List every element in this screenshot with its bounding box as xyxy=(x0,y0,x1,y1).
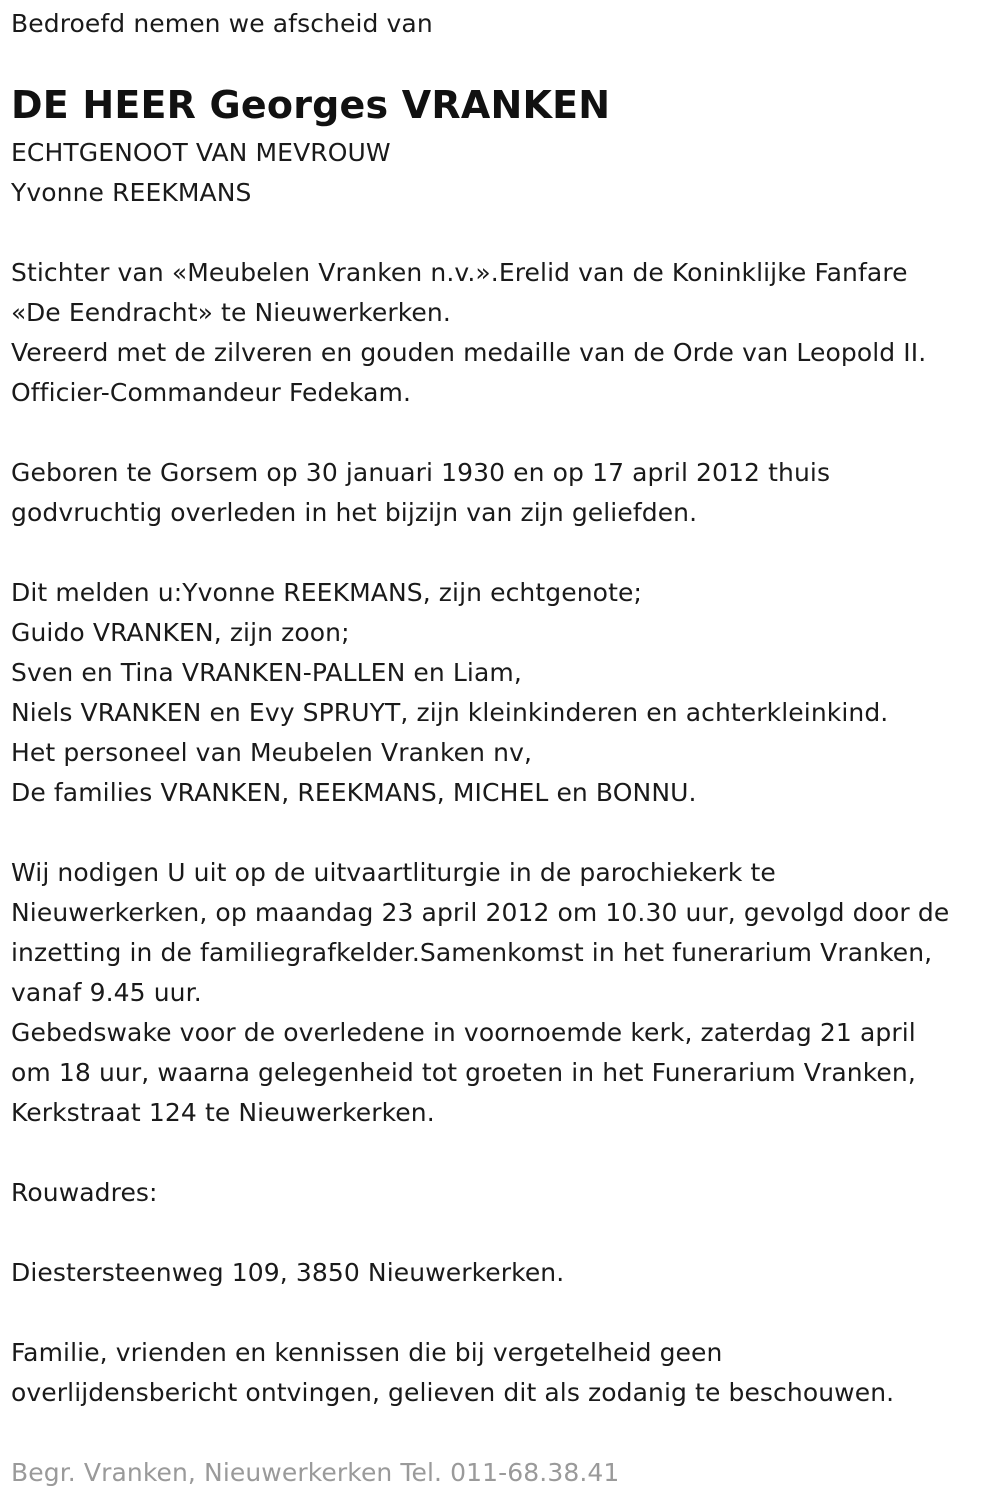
undertaker-footer: Begr. Vranken, Nieuwerkerken Tel. 011-68.38.41 xyxy=(11,1458,620,1487)
family-line: Het personeel van Meubelen Vranken nv, xyxy=(11,738,533,767)
biography-section xyxy=(11,253,926,413)
closing-section xyxy=(11,1333,894,1413)
closing-line: overlijdensbericht ontvingen, gelieven dit als zodanig te beschouwen. xyxy=(11,1378,895,1407)
birth-death-line: godvruchtig overleden in het bijzijn van zijn geliefden. xyxy=(11,498,698,527)
service-line: om 18 uur, waarna gelegenheid tot groeten in het Funerarium Vranken, xyxy=(11,1058,916,1087)
service-line: Wij nodigen U uit op de uitvaartliturgie in de parochiekerk te xyxy=(11,858,776,887)
intro-text: Bedroefd nemen we afscheid van xyxy=(11,9,433,38)
spouse-name: Yvonne REEKMANS xyxy=(11,178,252,207)
bio-line: «De Eendracht» te Nieuwerkerken. xyxy=(11,298,451,327)
mourning-address: Diestersteenweg 109, 3850 Nieuwerkerken. xyxy=(11,1258,565,1287)
bio-line: Stichter van «Meubelen Vranken n.v.».Erelid van de Koninklijke Fanfare xyxy=(11,258,908,287)
funeral-service-section xyxy=(11,853,949,1133)
birth-death-section xyxy=(11,453,830,533)
family-section xyxy=(11,573,888,813)
family-line: Dit melden u:Yvonne REEKMANS, zijn echtgenote; xyxy=(11,578,642,607)
address-label: Rouwadres: xyxy=(11,1178,158,1207)
spouse-section xyxy=(11,133,391,213)
service-line: Nieuwerkerken, op maandag 23 april 2012 om 10.30 uur, gevolgd door de xyxy=(11,898,950,927)
bio-line: Vereerd met de zilveren en gouden medaille van de Orde van Leopold II. xyxy=(11,338,927,367)
family-line: Guido VRANKEN, zijn zoon; xyxy=(11,618,350,647)
family-line: Niels VRANKEN en Evy SPRUYT, zijn kleinkinderen en achterkleinkind. xyxy=(11,698,889,727)
service-line: inzetting in de familiegrafkelder.Samenkomst in het funerarium Vranken, xyxy=(11,938,933,967)
family-line: Sven en Tina VRANKEN-PALLEN en Liam, xyxy=(11,658,522,687)
service-line: vanaf 9.45 uur. xyxy=(11,978,202,1007)
birth-death-line: Geboren te Gorsem op 30 januari 1930 en op 17 april 2012 thuis xyxy=(11,458,831,487)
service-line: Kerkstraat 124 te Nieuwerkerken. xyxy=(11,1098,435,1127)
spouse-line: ECHTGENOOT VAN MEVROUW xyxy=(11,138,391,167)
family-line: De families VRANKEN, REEKMANS, MICHEL en BONNU. xyxy=(11,778,697,807)
closing-line: Familie, vrienden en kennissen die bij vergetelheid geen xyxy=(11,1338,723,1367)
service-line: Gebedswake voor de overledene in voornoemde kerk, zaterdag 21 april xyxy=(11,1018,916,1047)
bio-line: Officier-Commandeur Fedekam. xyxy=(11,378,412,407)
deceased-name: DE HEER Georges VRANKEN xyxy=(11,83,611,127)
